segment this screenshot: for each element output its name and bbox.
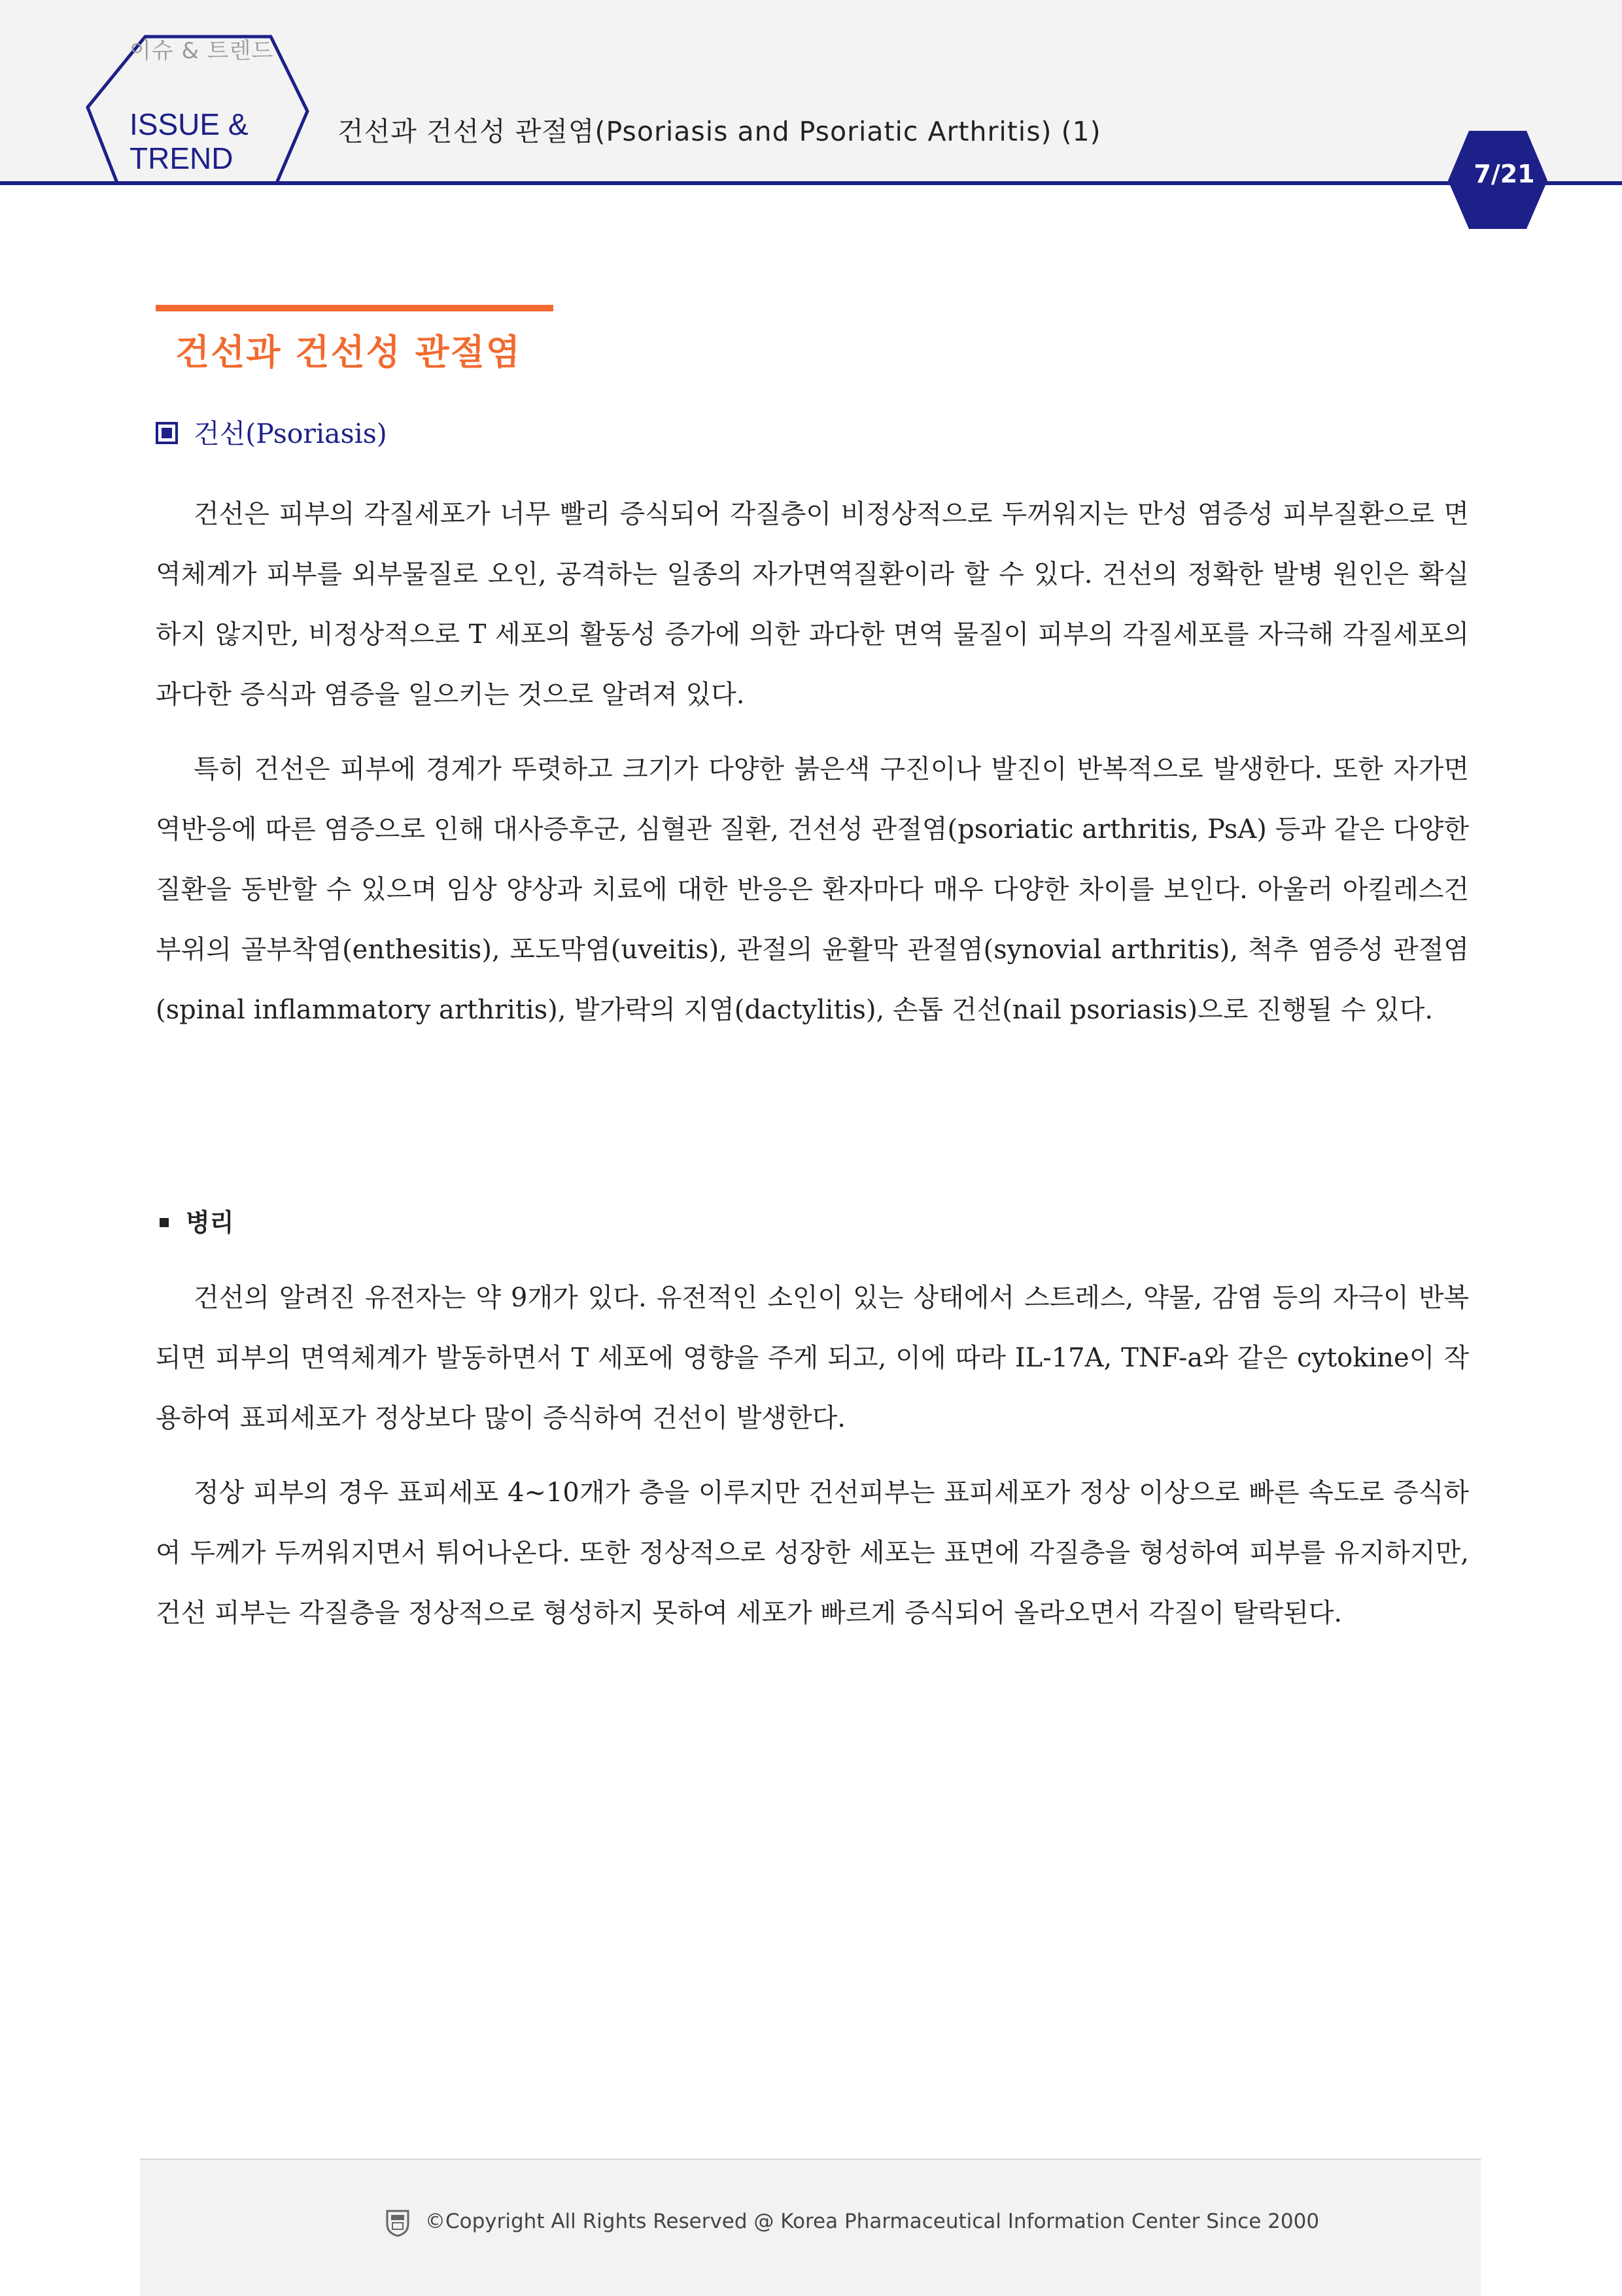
organization-seal-icon [385,2208,411,2237]
section-title-bar [156,305,553,311]
paragraph-intro: 건선은 피부의 각질세포가 너무 빨리 증식되어 각질층이 비정상적으로 두꺼워지는 만성 염증성 피부질환으로 면역체계가 피부를 외부물질로 오인, 공격하는 일종의 자가면역질환이라 할 수 있다. 건선의 정확한 발병 원인은 확실하지 않지만, 비정상적으로 T 세포의 활동성 증가에 의한 과다한 면역 물질이 피부의 각질세포를 자극해 각질세포의 과다한 증식과 염증을 일으키는 것으로 알려져 있다. [156,499,1469,710]
logo-issue-text: ISSUE & [129,107,249,141]
subheading-text: 건선(Psoriasis) [194,418,387,449]
subheading [156,412,387,451]
footer-copyright: ©Copyright All Rights Reserved @ Korea Pharmaceutical Information Center Since 2000 [425,2210,1320,2233]
pathology-heading [160,1202,233,1238]
section-title: 건선과 건선성 관절염 [175,332,522,373]
square-bullet-icon [156,422,178,444]
paragraph-pathology-cells: 정상 피부의 경우 표피세포 4~10개가 층을 이루지만 건선피부는 표피세포가 정상 이상으로 빠른 속도로 증식하여 두께가 두꺼워지면서 튀어나온다. 또한 정상적으로 성장한 세포는 표면에 각질층을 형성하여 피부를 유지하지만, 건선 피부는 각질층을 정상적으로 형성하지 못하여 세포가 빠르게 증식되어 올라오면서 각질이 탈락된다. [156,1478,1469,1628]
header-title: 건선과 건선성 관절염(Psoriasis and Psoriatic Arthritis) (1) [337,116,1101,147]
pathology-heading-text: 병리 [186,1208,234,1237]
logo-trend-text: TREND [129,141,233,175]
paragraph-pathology-genes: 건선의 알려진 유전자는 약 9개가 있다. 유전적인 소인이 있는 상태에서 스트레스, 약물, 감염 등의 자극이 반복되면 피부의 면역체계가 발동하면서 T 세포에 영향을 주게 되고, 이에 따라 IL-17A, TNF-a와 같은 cytokine이 작용하여 표피세포가 정상보다 많이 증식하여 건선이 발생한다. [156,1283,1469,1433]
paragraph-symptoms: 특히 건선은 피부에 경계가 뚜렷하고 크기가 다양한 붉은색 구진이나 발진이 반복적으로 발생한다. 또한 자가면역반응에 따른 염증으로 인해 대사증후군, 심혈관 질환, 건선성 관절염(psoriatic arthritis, PsA) 등과 같은 다양한 질환을 동반할 수 있으며 임상 양상과 치료에 대한 반응은 환자마다 매우 다양한 차이를 보인다. 아울러 아킬레스건 부위의 골부착염(enthesitis), 포도막염(uveitis), 관절의 윤활막 관절염(synovial arthritis), 척추 염증성 관절염(spinal inflammatory arthritis), 발가락의 지염(dactylitis), 손톱 건선(nail psoriasis)으로 진행될 수 있다. [156,754,1469,1025]
small-square-bullet-icon [160,1218,169,1227]
logo-korean-text: 이슈 & 트렌드 [129,38,274,64]
page-number: 7/21 [1474,160,1535,188]
